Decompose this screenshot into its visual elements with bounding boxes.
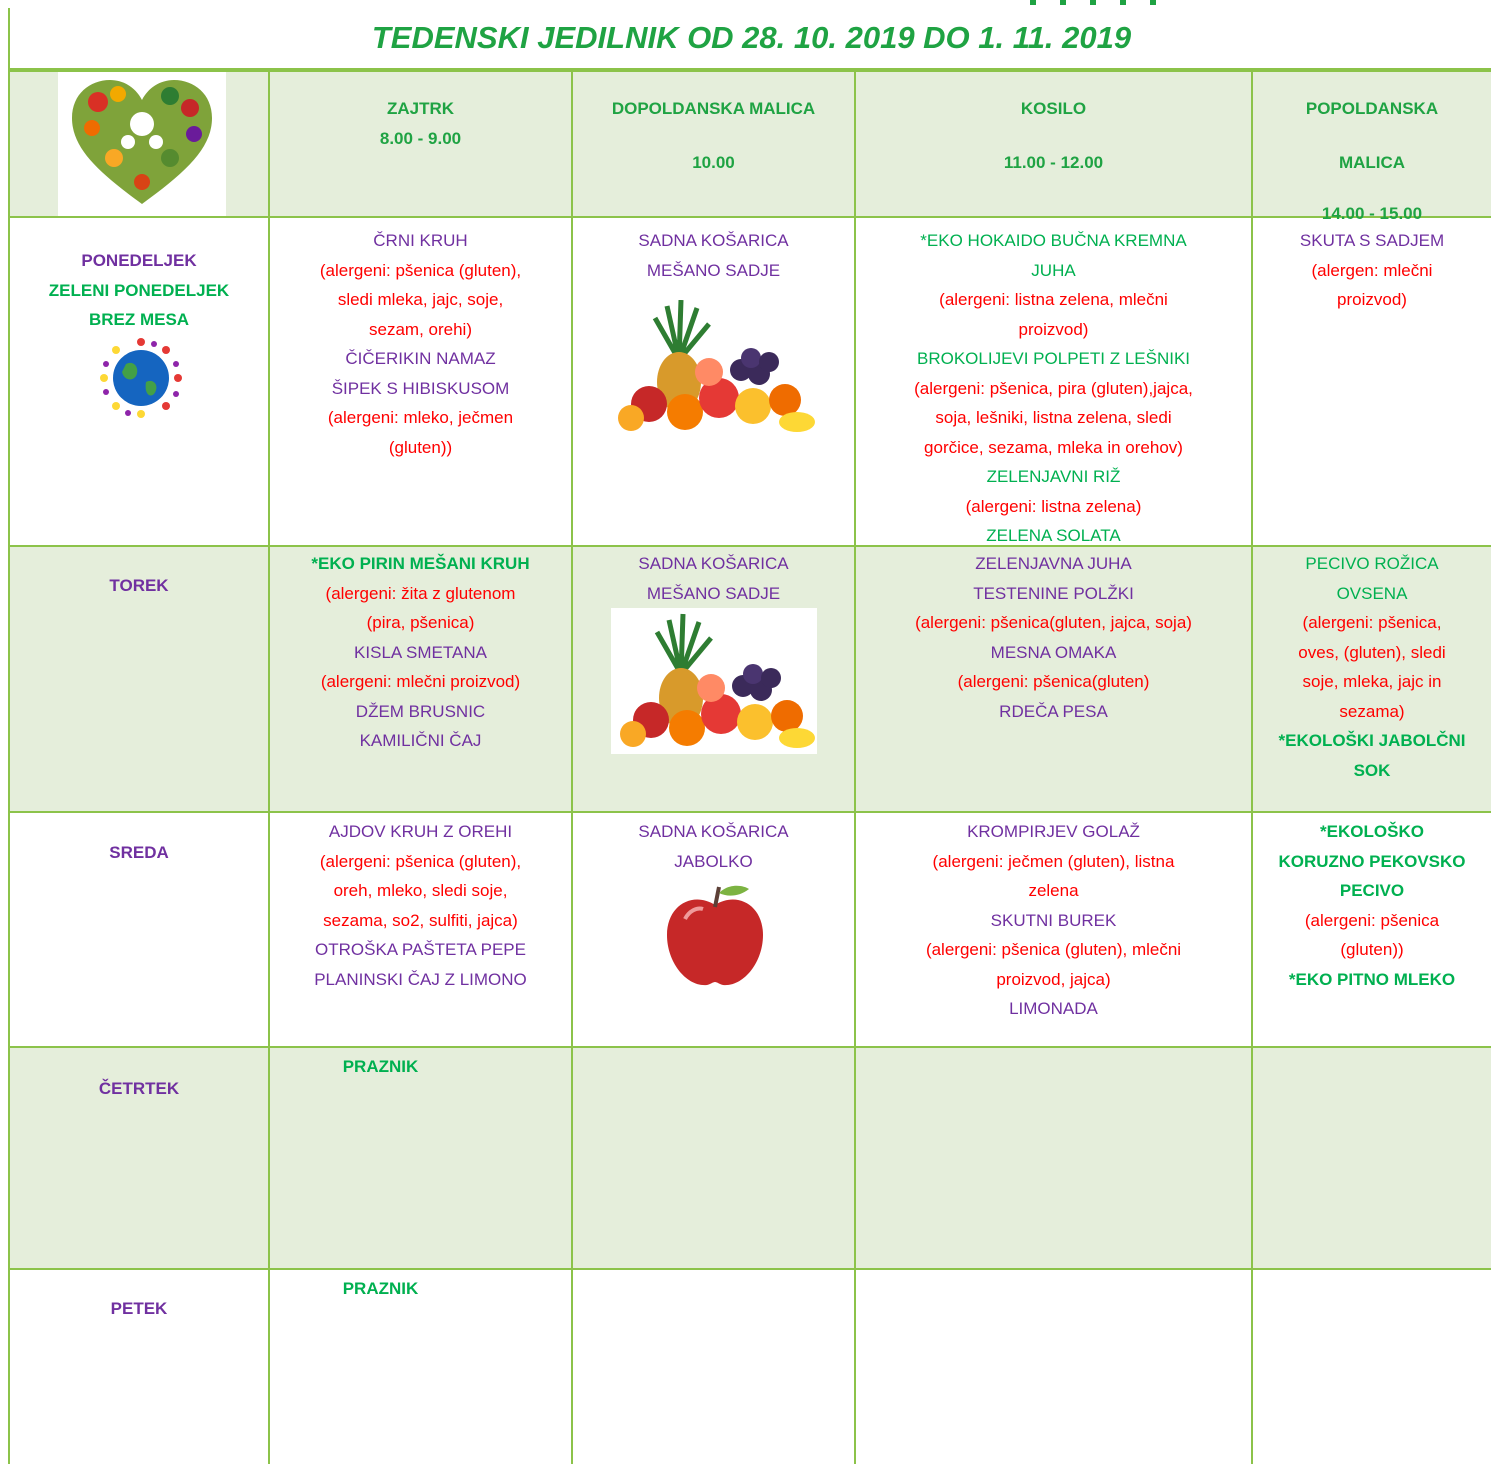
allergens: proizvod, jajca) <box>996 969 1111 989</box>
menu-item: DŽEM BRUSNIC <box>355 701 486 721</box>
allergens: (alergeni: pšenica <box>1304 910 1440 930</box>
mon-popoldanska <box>1253 218 1491 547</box>
menu-item: SOK <box>1353 760 1391 780</box>
allergens: (alergeni: listna zelena) <box>965 496 1142 516</box>
mon-zajtrk <box>270 218 573 547</box>
menu-item: PECIVO <box>1339 881 1405 900</box>
menu-item: PLANINSKI ČAJ Z LIMONO <box>314 969 527 989</box>
allergens: (alergeni: ječmen (gluten), listna <box>932 851 1175 871</box>
allergens: oves, (gluten), sledi <box>1298 642 1446 662</box>
allergens: (alergeni: žita z glutenom <box>325 583 516 603</box>
menu-item: ZELENA SOLATA <box>986 526 1121 545</box>
allergens: sledi mleka, jajc, soje, <box>337 290 504 309</box>
allergens: (alergeni: pšenica (gluten), <box>319 851 522 871</box>
column-time: 8.00 - 9.00 <box>379 128 462 148</box>
day-name: PONEDELJEK <box>81 251 197 270</box>
menu-item: OTROŠKA PAŠTETA PEPE <box>315 940 526 959</box>
holiday-label: PRAZNIK <box>342 1057 419 1076</box>
menu-item: KROMPIRJEV GOLAŽ <box>967 822 1140 841</box>
menu-item: MESNA OMAKA <box>990 642 1117 662</box>
day-name: TOREK <box>109 576 169 595</box>
menu-item: ŠIPEK S HIBISKUSOM <box>331 378 510 398</box>
allergens: (alergeni: pšenica(gluten, jajca, soja) <box>915 613 1192 632</box>
thu-kosilo <box>856 1048 1253 1270</box>
column-header-zajtrk <box>270 72 573 218</box>
menu-item: SADNA KOŠARICA <box>638 822 789 841</box>
column-header-kosilo <box>856 72 1253 218</box>
allergens: sezam, orehi) <box>369 319 472 339</box>
tue-popoldanska <box>1253 547 1491 813</box>
menu-item: OVSENA <box>1336 583 1408 603</box>
red-apple-image <box>663 883 767 989</box>
allergens: sezama, so2, sulfiti, jajca) <box>323 910 518 930</box>
day-subtitle: BREZ MESA <box>88 310 190 329</box>
menu-item: MEŠANO SADJE <box>646 583 781 603</box>
column-title: KOSILO <box>1020 99 1087 118</box>
tue-dopoldanska <box>573 547 856 813</box>
allergens: (alergeni: mlečni proizvod) <box>320 672 521 691</box>
fri-zajtrk <box>270 1270 573 1464</box>
day-name: PETEK <box>110 1299 168 1318</box>
wed-kosilo <box>856 813 1253 1048</box>
menu-item: RDEČA PESA <box>999 701 1108 721</box>
allergens: (alergeni: pšenica, <box>1302 613 1442 632</box>
allergens: zelena <box>1028 881 1079 900</box>
menu-item: MEŠANO SADJE <box>646 260 781 280</box>
children-around-globe-image <box>96 336 186 420</box>
day-subtitle: ZELENI PONEDELJEK <box>48 280 230 300</box>
allergens: oreh, mleko, sledi soje, <box>333 881 508 900</box>
tue-kosilo <box>856 547 1253 813</box>
fruit-pile-image <box>609 300 817 434</box>
allergens: proizvod) <box>1337 290 1407 309</box>
allergens: soja, lešniki, listna zelena, sledi <box>935 408 1172 427</box>
allergens: soje, mleka, jajc in <box>1302 672 1442 691</box>
menu-item: SKUTA S SADJEM <box>1299 231 1445 250</box>
column-header-dopoldanska <box>573 72 856 218</box>
menu-item: JUHA <box>1031 260 1076 280</box>
header-ornament <box>1030 0 1170 6</box>
menu-item: *EKOLOŠKI JABOLČNI <box>1278 731 1466 750</box>
column-header-popoldanska <box>1253 72 1491 223</box>
allergens: (alergeni: pšenica (gluten), <box>319 260 522 280</box>
column-title: POPOLDANSKA <box>1305 99 1439 118</box>
fri-popoldanska <box>1253 1270 1491 1464</box>
page-title: TEDENSKI JEDILNIK OD 28. 10. 2019 DO 1. 11. 2019 <box>8 8 1491 72</box>
menu-item: ZELENJAVNA JUHA <box>975 554 1132 573</box>
allergens: (alergeni: mleko, ječmen <box>327 408 514 427</box>
menu-item: *EKOLOŠKO <box>1320 822 1424 841</box>
menu-item: SADNA KOŠARICA <box>638 554 789 573</box>
wed-popoldanska <box>1253 813 1491 1048</box>
allergens: (gluten)) <box>1340 940 1404 959</box>
tue-zajtrk <box>270 547 573 813</box>
allergens: sezama) <box>1339 701 1405 721</box>
wed-dopoldanska <box>573 813 856 1048</box>
day-name: ČETRTEK <box>98 1079 180 1098</box>
allergens: gorčice, sezama, mleka in orehov) <box>924 437 1183 457</box>
mon-dopoldanska <box>573 218 856 547</box>
column-title: ZAJTRK <box>386 99 455 118</box>
day-name: SREDA <box>109 843 169 862</box>
menu-item: JABOLKO <box>674 851 753 871</box>
wed-zajtrk <box>270 813 573 1048</box>
menu-item: BROKOLIJEVI POLPETI Z LEŠNIKI <box>916 349 1191 368</box>
allergens: (alergen: mlečni <box>1311 260 1433 280</box>
column-time: 11.00 - 12.00 <box>1003 152 1104 172</box>
menu-item: LIMONADA <box>1009 999 1098 1018</box>
menu-item: KISLA SMETANA <box>354 642 487 662</box>
allergens: (alergeni: listna zelena, mlečni <box>939 290 1168 309</box>
mon-kosilo <box>856 218 1253 547</box>
menu-item: AJDOV KRUH Z OREHI <box>328 822 513 841</box>
menu-item: KAMILIČNI ČAJ <box>359 731 482 750</box>
day-torek <box>8 547 270 813</box>
menu-item: PECIVO ROŽICA <box>1305 554 1439 573</box>
menu-item: *EKO PIRIN MEŠANI KRUH <box>311 554 530 573</box>
vegetable-heart-image <box>58 72 226 216</box>
thu-zajtrk <box>270 1048 573 1270</box>
allergens: (alergeni: pšenica(gluten) <box>957 672 1150 691</box>
thu-popoldanska <box>1253 1048 1491 1270</box>
column-title: DOPOLDANSKA MALICA <box>611 99 816 118</box>
holiday-label: PRAZNIK <box>342 1279 419 1298</box>
day-sreda <box>8 813 270 1048</box>
menu-item: ČRNI KRUH <box>373 231 468 250</box>
allergens: (pira, pšenica) <box>366 613 475 632</box>
column-time: 10.00 <box>692 152 735 172</box>
menu-item: ZELENJAVNI RIŽ <box>986 467 1121 486</box>
menu-item: SADNA KOŠARICA <box>638 231 789 250</box>
fri-kosilo <box>856 1270 1253 1464</box>
fruit-pile-image <box>611 608 817 754</box>
menu-item: ČIČERIKIN NAMAZ <box>345 349 496 368</box>
allergens: proizvod) <box>1018 319 1089 339</box>
column-title-cont: MALICA <box>1338 152 1406 172</box>
fri-dopoldanska <box>573 1270 856 1464</box>
allergens: (gluten)) <box>388 437 453 457</box>
allergens: (alergeni: pšenica, pira (gluten),jajca, <box>914 378 1193 398</box>
header-corner <box>8 72 270 218</box>
menu-item: *EKO HOKAIDO BUČNA KREMNA <box>920 231 1187 250</box>
menu-item: KORUZNO PEKOVSKO <box>1278 851 1466 871</box>
menu-item: *EKO PITNO MLEKO <box>1288 969 1456 989</box>
allergens: (alergeni: pšenica (gluten), mlečni <box>925 940 1182 959</box>
thu-dopoldanska <box>573 1048 856 1270</box>
column-time: 14.00 - 15.00 <box>1321 204 1423 223</box>
day-ponedeljek <box>8 218 270 547</box>
menu-item: SKUTNI BUREK <box>990 910 1117 930</box>
menu-item: TESTENINE POLŽKI <box>973 583 1134 603</box>
